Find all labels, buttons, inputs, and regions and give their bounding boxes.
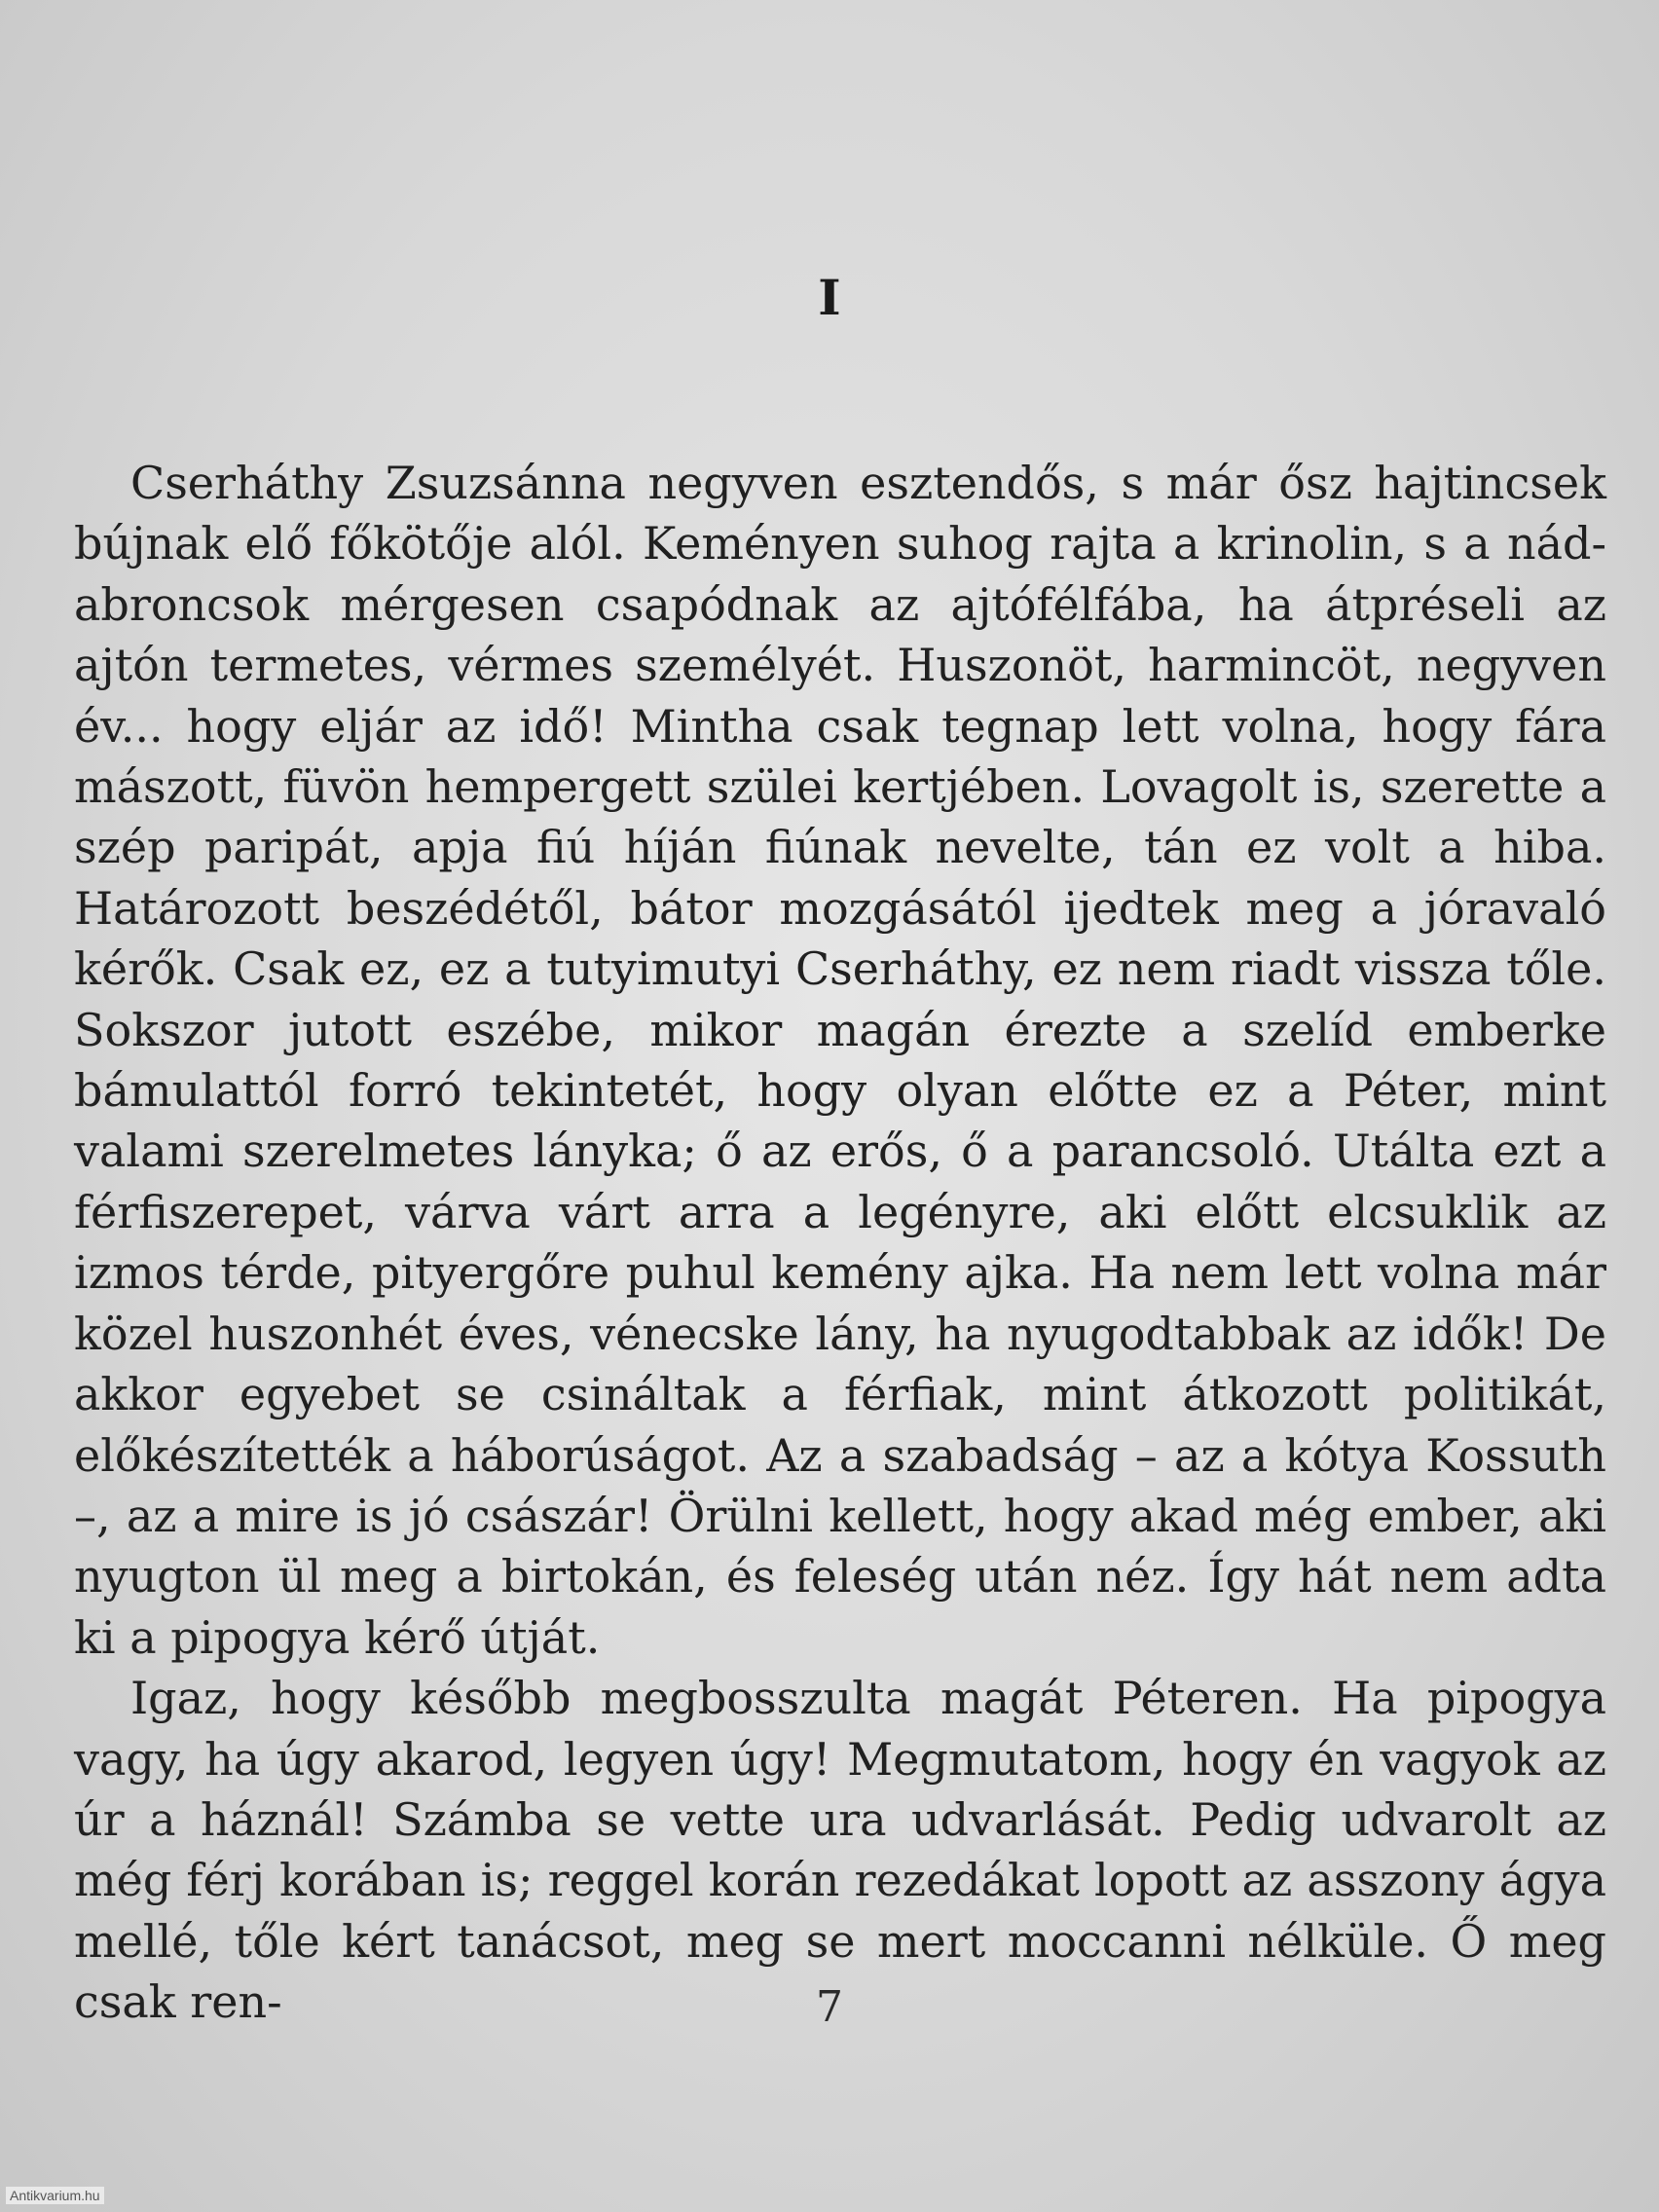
chapter-heading: I	[818, 269, 841, 326]
watermark-label: Antikvarium.hu	[6, 2187, 104, 2204]
page-number: 7	[816, 1982, 843, 2032]
bleed-through-text	[58, 0, 1616, 438]
paragraph-1: Cserháthy Zsuzsánna negyven esztendős, s már ősz hajtincsek bújnak elő főkötője alól. Keményen suhog rajta a krinolin, s a nádabroncsok mérgesen csapódnak az ajtófélfába, ha átpréseli az ajtón termetes, vérmes személyét. Huszonöt, harmincöt, negyven év... hogy eljár az idő! Mintha csak tegnap lett volna, hogy fára mászott, füvön hempergett szülei kertjében. Lovagolt is, szerette a szép paripát, apja fiú híján fiúnak nevelte, tán ez volt a hiba. Határozott beszédétől, bátor mozgásától ijedtek meg a jóravaló kérők. Csak ez, ez a tutyimutyi Cserháthy, ez nem riadt vissza tőle. Sokszor jutott eszébe, mikor magán érezte a szelíd emberke bámulattól forró tekintetét, hogy olyan előtte ez a Péter, mint valami szerelmetes lányka; ő az erős, ő a parancsoló. Utálta ezt a férfiszerepet, várva várt arra a legényre, aki előtt elcsuklik az izmos térde, pityergőre puhul kemény ajka. Ha nem lett volna már közel huszonhét éves, vénecske lány, ha nyugodtabbak az idők! De akkor egyebet se csináltak a férfiak, mint átkozott politikát, előkészítették a háborúságot. Az a szabadság – az a kótya Kossuth –, az a mire is jó császár! Örülni kellett, hogy akad még ember, aki nyugton ül meg a birtokán, és feleség után néz. Így hát nem adta ki a pipogya kérő útját.	[74, 457, 1606, 1664]
paragraph-2: Igaz, hogy később megbosszulta magát Péteren. Ha pipogya vagy, ha úgy akarod, legyen úgy! Megmutatom, hogy én vagyok az úr a háznál! Számba se vette ura udvarlását. Pedig udvarolt az még férj korában is; reggel korán rezedákat lopott az asszony ágya mellé, tőle kért tanácsot, meg se mert moccanni nélküle. Ő meg csak ren-	[74, 1672, 1606, 2029]
body-text	[74, 453, 1606, 2033]
